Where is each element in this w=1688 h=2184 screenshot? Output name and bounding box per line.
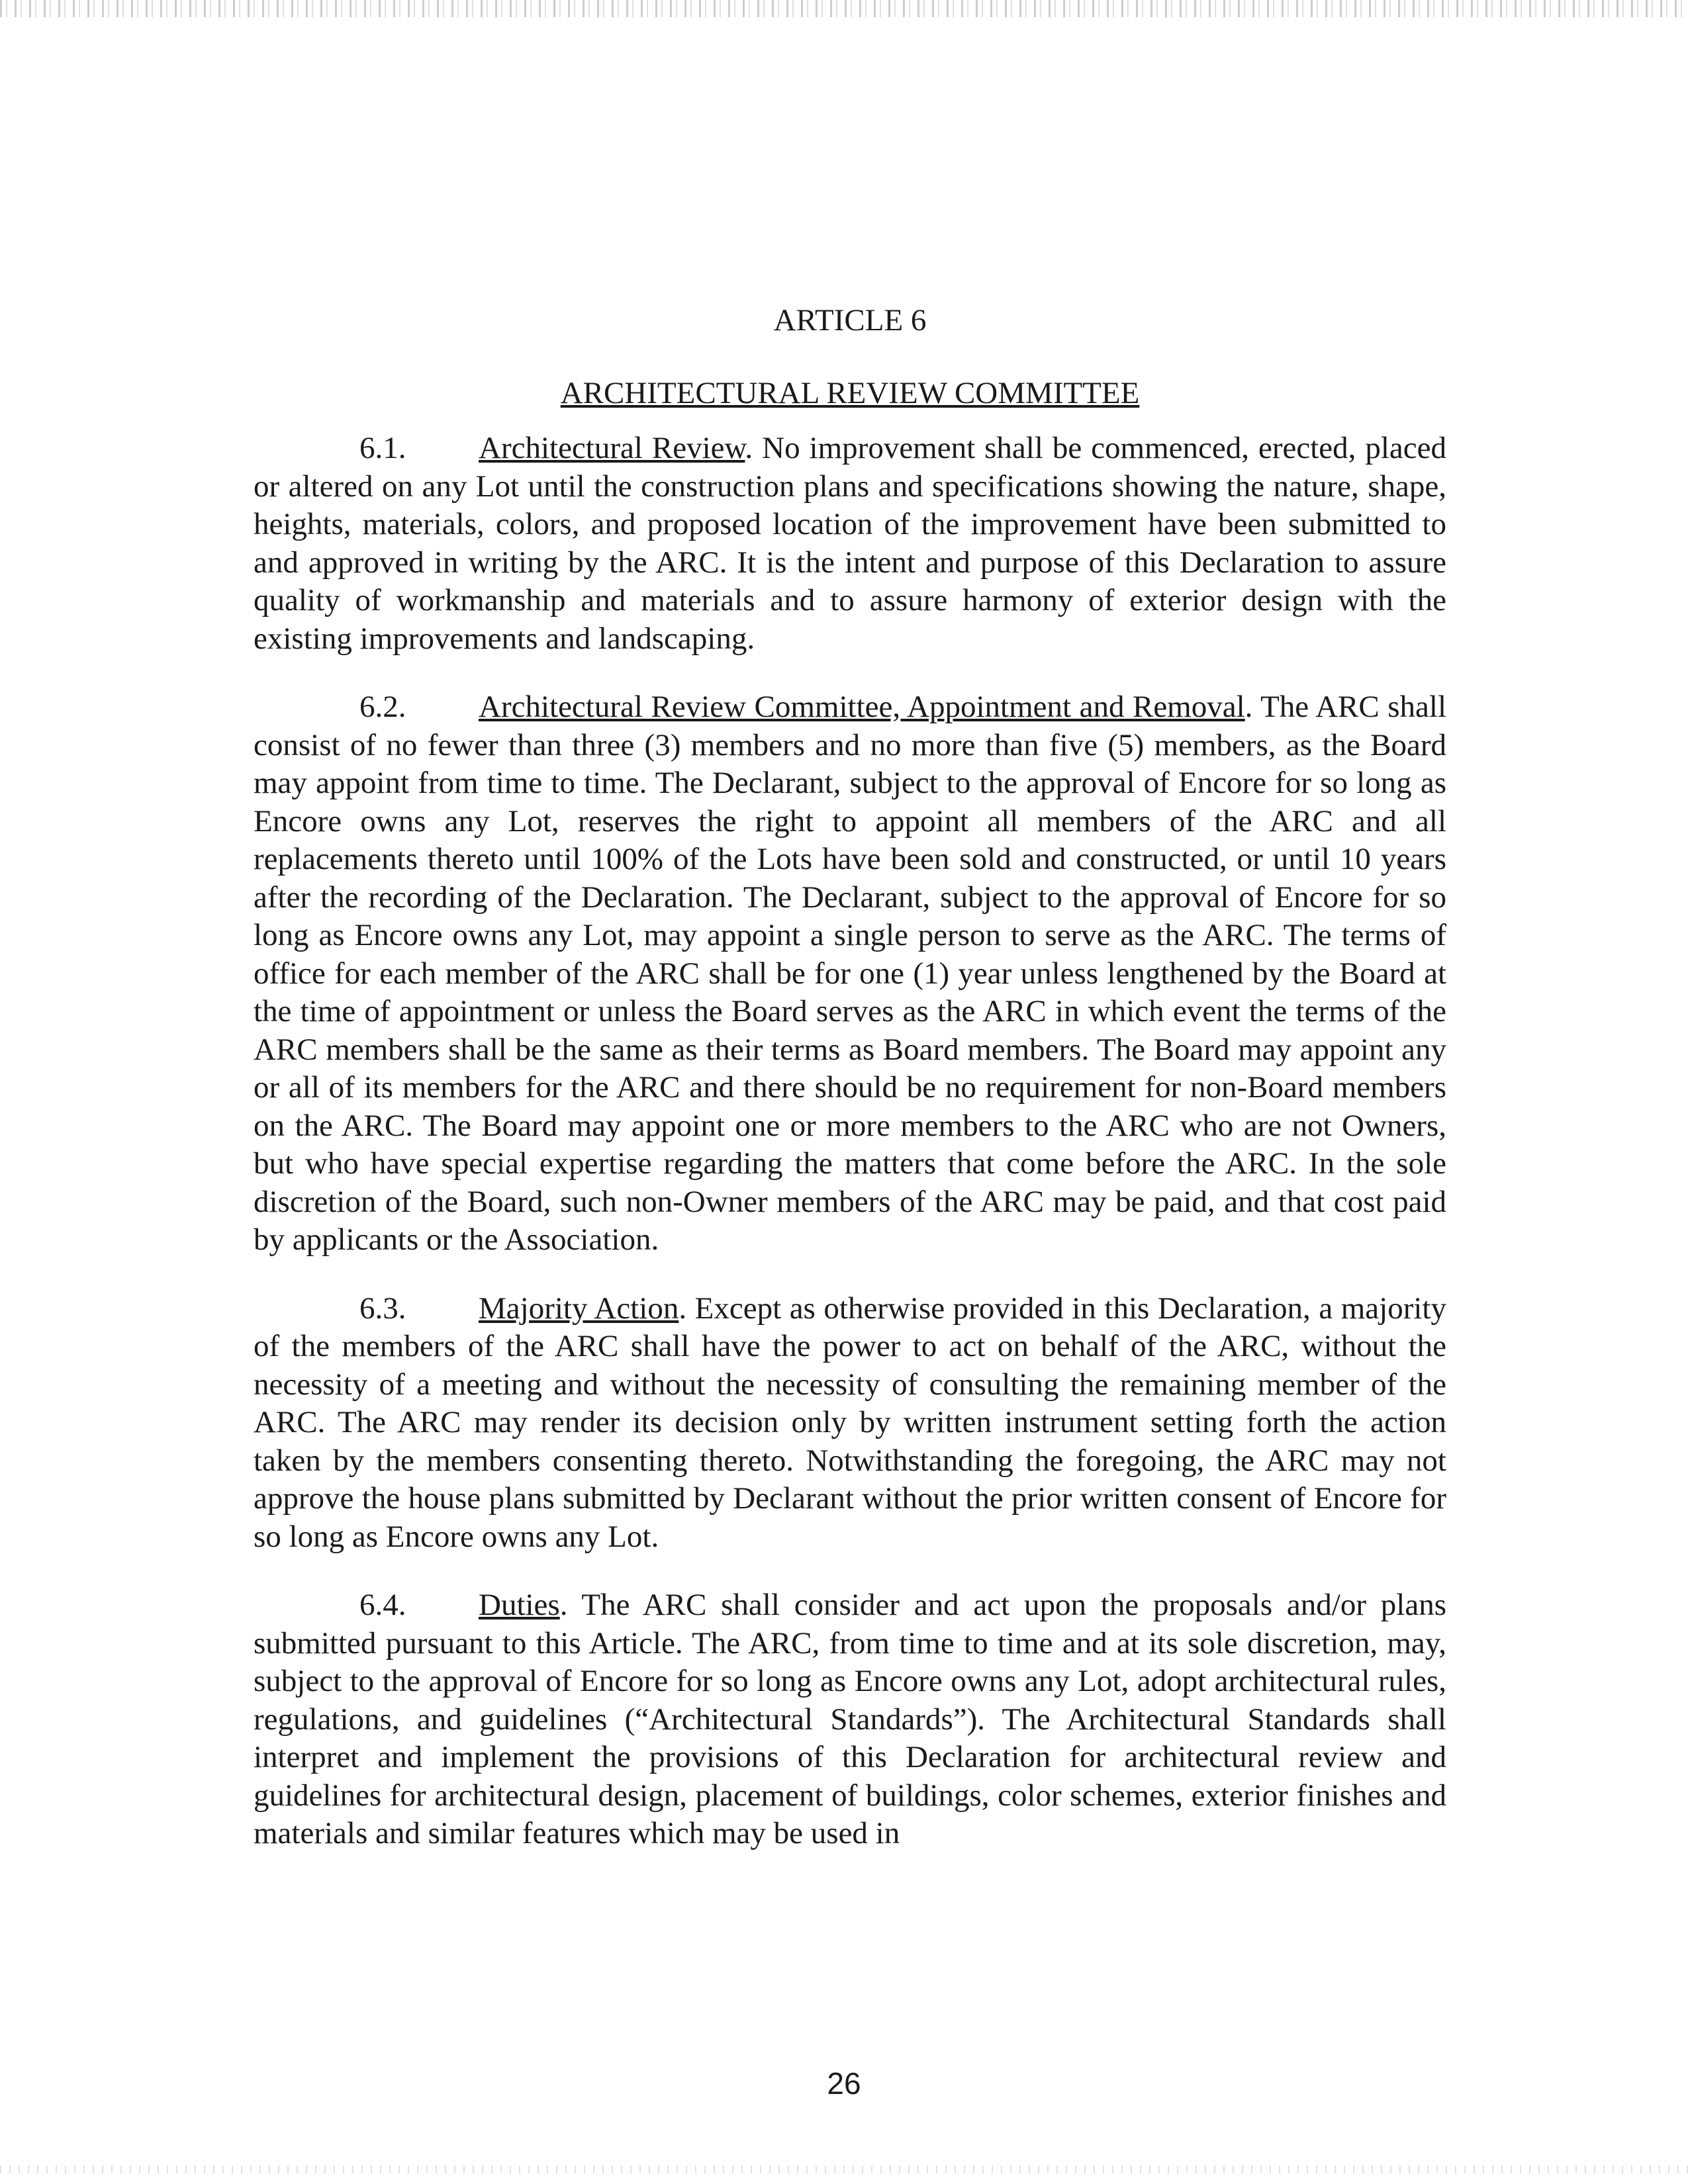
- section-6-1: [254, 430, 1446, 658]
- section-heading: Architectural Review: [479, 431, 745, 465]
- article-number: ARTICLE 6: [773, 303, 927, 338]
- section-heading: Duties: [479, 1588, 560, 1622]
- section-number: 6.1.: [359, 431, 406, 465]
- document-page: [254, 301, 1446, 1884]
- section-number: 6.4.: [359, 1588, 406, 1622]
- article-title-wrap: [254, 374, 1446, 412]
- section-text: . No improvement shall be commenced, erected, placed or altered on any Lot until the construction plans and specifications showing the nature, shape, heights, materials, colors, and proposed location of the improvement have been submitted to and approved in writing by the ARC. It is the intent and purpose of this Declaration to assure quality of workmanship and materials and to assure harmony of exterior design with the existing improvements and landscaping.: [254, 431, 1446, 656]
- article-title: ARCHITECTURAL REVIEW COMMITTEE: [560, 376, 1140, 410]
- section-6-4: [254, 1586, 1446, 1853]
- scan-artifact-top: [0, 0, 1688, 17]
- section-6-2: [254, 688, 1446, 1259]
- scan-artifact-bottom: [0, 2165, 1688, 2173]
- section-text: . Except as otherwise provided in this Declaration, a majority of the members of the ARC shall have the power to act on behalf of the ARC, without the necessity of a meeting and without the necessity of consulting the remaining member of the ARC. The ARC may render its decision only by written instrument setting forth the action taken by the members consenting thereto. Notwithstanding the foregoing, the ARC may not approve the house plans submitted by Declarant without the prior written consent of Encore for so long as Encore owns any Lot.: [254, 1291, 1446, 1554]
- section-heading: Architectural Review Committee, Appointment and Removal: [479, 690, 1245, 724]
- section-number: 6.3.: [359, 1291, 406, 1326]
- section-text: . The ARC shall consider and act upon the proposals and/or plans submitted pursuant to this Article. The ARC, from time to time and at its sole discretion, may, subject to the approval of Encore for so long as Encore owns any Lot, adopt architectural rules, regulations, and guidelines (“Architectural Standards”). The Architectural Standards shall interpret and implement the provisions of this Declaration for architectural review and guidelines for architectural design, placement of buildings, color schemes, exterior finishes and materials and similar features which may be used in: [254, 1588, 1446, 1850]
- page-number: 26: [827, 2066, 861, 2101]
- section-6-3: [254, 1290, 1446, 1557]
- section-number: 6.2.: [359, 690, 406, 724]
- section-heading: Majority Action: [479, 1291, 679, 1326]
- section-text: . The ARC shall consist of no fewer than three (3) members and no more than five (5) members, as the Board may appoint from time to time. The Declarant, subject to the approval of Encore for so long as Encore owns any Lot, reserves the right to appoint all members of the ARC and all replacements thereto until 100% of the Lots have been sold and constructed, or until 10 years after the recording of the Declaration. The Declarant, subject to the approval of Encore for so long as Encore owns any Lot, may appoint a single person to serve as the ARC. The terms of office for each member of the ARC shall be for one (1) year unless lengthened by the Board at the time of appointment or unless the Board serves as the ARC in which event the terms of the ARC members shall be the same as their terms as Board members. The Board may appoint any or all of its members for the ARC and there should be no requirement for non-Board members on the ARC. The Board may appoint one or more members to the ARC who are not Owners, but who have special expertise regarding the matters that come before the ARC. In the sole discretion of the Board, such non-Owner members of the ARC may be paid, and that cost paid by applicants or the Association.: [254, 690, 1446, 1257]
